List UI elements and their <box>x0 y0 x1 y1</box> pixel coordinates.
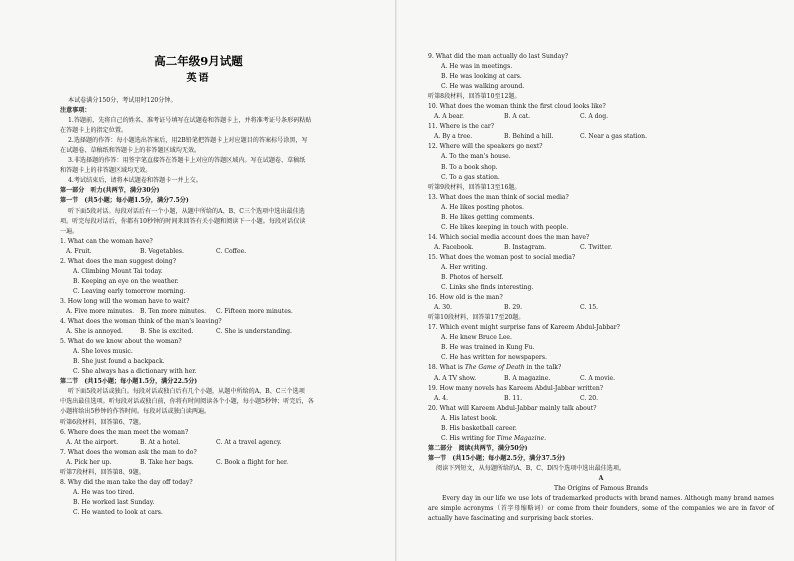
question-stem: 11. Where is the car? <box>428 123 495 131</box>
option-a: A. Facebook. <box>434 243 474 251</box>
question-stem: 12. Where will the speakers go next? <box>428 143 543 151</box>
material-instruction: 听第9段材料，回答第13至16题。 <box>428 183 521 191</box>
option-a: A. He likes posting photos. <box>441 203 524 211</box>
option-a: A. A TV show. <box>434 374 477 382</box>
option-a: A. 30. <box>434 304 452 312</box>
material-instruction: 听第7段材料，回答第8、9题。 <box>60 468 145 476</box>
question-stem: 16. How old is the man? <box>428 294 503 302</box>
option-c: C. Twitter. <box>580 243 613 251</box>
option-c: C. To a gas station. <box>441 173 500 181</box>
question-stem: 3. How long will the woman have to wait? <box>60 297 190 305</box>
part-heading: 第一部分 听力(共两节，满分30分) <box>60 187 160 195</box>
option-a: A. Fruit. <box>66 247 92 255</box>
question-text: in the talk? <box>524 364 562 372</box>
option-b: B. Photos of herself. <box>441 274 504 282</box>
option-c: C. He was walking around. <box>441 83 525 91</box>
option-c: C. 15. <box>580 304 599 312</box>
option-b: B. Keeping an eye on the weather. <box>73 277 179 285</box>
section-heading: 第一节 (共15小题；每小题2.5分，满分37.5分) <box>428 454 566 462</box>
question-options <box>428 303 774 313</box>
option-a: A. She loves music. <box>73 348 133 356</box>
section-instruction: 小题将给出5秒钟的作答时间。每段对话或独白读两遍。 <box>60 408 211 416</box>
right-column <box>428 52 774 524</box>
question-title-italic: The Game of Death <box>464 364 525 372</box>
question-stem: 13. What does the man think of social media? <box>428 193 569 201</box>
option-b: B. A cat. <box>504 113 531 121</box>
question-stem: 1. What can the woman have? <box>60 237 153 245</box>
question-stem: 9. What did the man actually do last Sunday? <box>428 53 569 60</box>
exam-title: 高二年级9月试题 <box>154 54 243 68</box>
question-stem: 14. Which social media account does the man have? <box>428 233 590 241</box>
option-b: B. Take her bags. <box>140 458 194 466</box>
question-stem: 17. Which event might surprise fans of Kareem Abdul-Jabbar? <box>428 324 620 332</box>
passage-text: Every day in our life we use lots of trademarked products with brand names. Although many brand names are simple acronyms（首字母缩略词）or come from their founders, some of the companies we are in favor of actually have fascinating and surprising back stories. <box>428 495 774 523</box>
section-instruction: 听下面5段对话或独白。每段对话或独白后有几个小题，从题中所给的A、B、C三个选项 <box>68 388 305 396</box>
option-a: A. Five more minutes. <box>66 307 135 315</box>
question-options <box>428 112 774 122</box>
option-a: A. Her writing. <box>441 263 488 271</box>
notice-line: 在试题卷、草稿纸和答题卡上的非答题区域均无效。 <box>60 147 201 155</box>
option-a: A. To the man's house. <box>441 153 511 161</box>
option-a: A. He was too tired. <box>73 488 135 496</box>
option-b: B. 11. <box>504 394 523 402</box>
question-options <box>428 243 774 253</box>
question-stem: 6. Where does the man meet the woman? <box>60 428 189 436</box>
question-options <box>60 327 382 337</box>
option-a: A. By a tree. <box>434 133 473 141</box>
material-instruction: 听第10段材料，回答第17至20题。 <box>428 314 525 322</box>
option-b: B. She is excited. <box>140 328 194 336</box>
option-b: B. He was trained in Kung Fu. <box>441 344 535 352</box>
passage-title: The Origins of Famous Brands <box>554 485 648 493</box>
option-b: B. His basketball career. <box>441 424 517 432</box>
question-options <box>60 438 382 448</box>
option-c: C. A dog. <box>580 113 609 121</box>
option-b: B. At a hotel. <box>140 438 181 446</box>
option-a: A. He was in meetings. <box>441 63 513 71</box>
option-a: A. A bear. <box>434 113 464 121</box>
option-c: C. Fifteen more minutes. <box>216 307 293 315</box>
question-stem: 10. What does the woman think the first cloud looks like? <box>428 103 606 111</box>
question-options <box>428 394 774 404</box>
option-c: C. 20. <box>580 394 599 402</box>
exam-subject: 英语 <box>186 73 211 84</box>
question-stem: 8. Why did the man take the day off today? <box>60 478 193 486</box>
question-text: 18. What is <box>428 364 465 372</box>
notice-line: 1.答题前，先将自己的姓名、准考证号填写在试题卷和答题卡上，并将准考证号条形码粘贴 <box>68 117 312 125</box>
option-b: B. He worked last Sunday. <box>73 498 155 506</box>
question-options <box>60 307 382 317</box>
option-text: C. His writing for <box>441 434 497 442</box>
option-c: C. He likes keeping in touch with people. <box>441 223 569 231</box>
question-options <box>428 374 774 384</box>
option-b: B. To a book shop. <box>441 163 498 171</box>
section-heading: 第一节 (共5小题；每小题1.5分，满分7.5分) <box>60 197 189 205</box>
question-stem: 5. What do we know about the woman? <box>60 338 182 346</box>
option-text: . <box>544 434 547 442</box>
notice-heading: 注意事项： <box>60 107 91 115</box>
option-c: C. He wanted to look at cars. <box>73 508 163 516</box>
option-a: A. 4. <box>434 394 449 402</box>
question-stem: 20. What will Kareem Abdul-Jabbar mainly talk about? <box>428 404 597 412</box>
left-column <box>60 96 382 518</box>
option-c: C. At a travel agency. <box>216 438 282 446</box>
option-c <box>428 434 774 444</box>
right-page <box>397 0 794 561</box>
option-c: C. She always has a dictionary with her. <box>73 368 197 376</box>
question-stem: 2. What does the man suggest doing? <box>60 257 176 265</box>
option-b: B. He likes getting comments. <box>441 213 535 221</box>
question-stem <box>428 363 774 373</box>
option-a: A. At the airport. <box>66 438 119 446</box>
option-c: C. Near a gas station. <box>580 133 648 141</box>
notice-line: 2.选择题的作答：每小题选出答案后，用2B铅笔把答题卡上对应题目的答案标号涂黑，写 <box>68 137 308 145</box>
notice-line: 和答题卡上的非答题区域均无效。 <box>60 167 152 175</box>
option-title-italic: Time Magazine <box>496 434 545 442</box>
option-b: B. Vegetables. <box>140 247 184 255</box>
section-instruction: 一遍。 <box>60 227 79 235</box>
section-instruction: 听下面5段对话。每段对话后有一个小题，从题中所给的A、B、C三个选项中选出最佳选 <box>68 207 305 215</box>
material-instruction: 听第6段材料，回答第6、7题。 <box>60 418 145 426</box>
option-b: B. He was looking at cars. <box>441 73 522 81</box>
exam-intro: 本试卷满分150分，考试用时120分钟。 <box>68 97 177 104</box>
material-instruction: 听第8段材料，回答第10至12题。 <box>428 93 521 101</box>
option-c: C. Links she finds interesting. <box>441 284 534 292</box>
section-heading: 第二节 (共15小题；每小题1.5分，满分22.5分) <box>60 378 198 386</box>
option-a: A. He knew Bruce Lee. <box>441 334 512 342</box>
section-instruction: 阅读下列短文，从每题所给的A、B、C、D四个选项中选出最佳选项。 <box>436 464 626 472</box>
option-c: C. He has written for newspapers. <box>441 354 547 362</box>
option-a: A. His latest book. <box>441 414 498 422</box>
question-stem: 4. What does the woman think of the man's leaving? <box>60 318 222 326</box>
option-b: B. Instagram. <box>504 243 547 251</box>
question-stem: 7. What does the woman ask the man to do? <box>60 448 197 456</box>
option-c: C. Book a flight for her. <box>216 458 289 466</box>
option-b: B. 29. <box>504 304 523 312</box>
option-a: A. Pick her up. <box>66 458 112 466</box>
option-c: C. Coffee. <box>216 247 247 255</box>
option-b: B. Behind a hill. <box>504 133 554 141</box>
section-instruction: 项。听完每段对话后，你都有10秒钟的时间来回答有关小题和阅读下一小题。每段对话仅读 <box>60 217 306 225</box>
section-instruction: 中选出最佳选项。听每段对话或独白前，你将有时间阅读各个小题，每小题5秒钟；听完后，各 <box>60 398 314 406</box>
part-heading: 第二部分 阅读(共两节，满分50分) <box>428 444 528 452</box>
option-a: A. She is annoyed. <box>66 328 123 336</box>
option-c: C. Leaving early tomorrow morning. <box>73 287 186 295</box>
option-c: C. She is understanding. <box>216 328 292 336</box>
option-a: A. Climbing Mount Tai today. <box>73 267 163 275</box>
question-options <box>60 247 382 257</box>
notice-line: 3.非选择题的作答：用签字笔直接答在答题卡上对应的答题区域内。写在试题卷、草稿纸 <box>68 157 306 165</box>
option-c: C. A movie. <box>580 374 616 382</box>
question-stem: 19. How many novels has Kareem Abdul-Jabbar written? <box>428 384 604 392</box>
question-stem: 15. What does the woman post to social media? <box>428 253 576 261</box>
option-b: B. A magazine. <box>504 374 551 382</box>
notice-line: 在答题卡上的指定位置。 <box>60 127 128 135</box>
question-options <box>60 458 382 468</box>
notice-line: 4.考试结束后，请将本试题卷和答题卡一并上交。 <box>68 177 202 185</box>
passage-letter: A <box>598 474 604 482</box>
option-b: B. She just found a backpack. <box>73 358 165 366</box>
option-b: B. Ten more minutes. <box>140 307 207 315</box>
question-options <box>428 132 774 142</box>
